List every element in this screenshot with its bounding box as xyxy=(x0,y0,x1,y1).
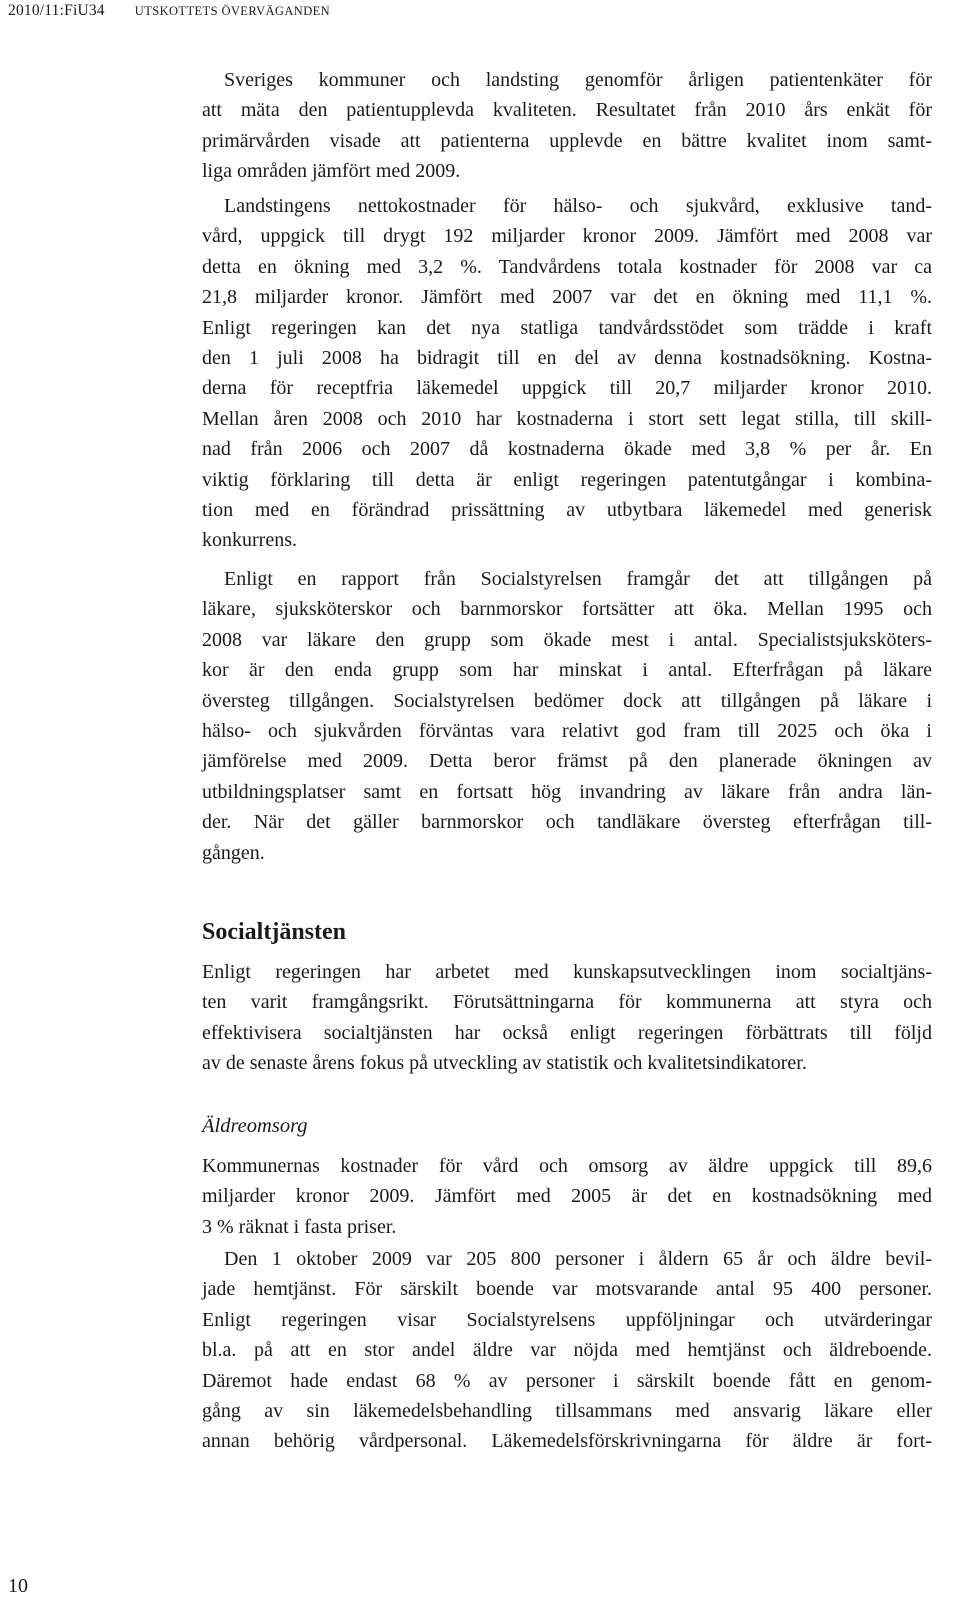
text-line: Enligt en rapport från Socialstyrelsen framgår det att tillgången på xyxy=(224,568,932,590)
text-line: Den 1 oktober 2009 var 205 800 personer i åldern 65 år och äldre bevil- xyxy=(224,1248,932,1270)
document-id: 2010/11:FiU34 xyxy=(8,2,105,19)
text-line: derna för receptfria läkemedel uppgick till 20,7 miljarder kronor 2010. xyxy=(202,377,932,400)
text-line: översteg tillgången. Socialstyrelsen bedömer dock att tillgången på läkare i xyxy=(202,689,932,712)
text-line: bl.a. på att en stor andel äldre var nöjda med hemtjänst och äldreboende. xyxy=(202,1339,932,1362)
text-line: Kommunernas kostnader för vård och omsorg av äldre uppgick till 89,6 xyxy=(202,1155,932,1177)
text-line: vård, uppgick till drygt 192 miljarder kronor 2009. Jämfört med 2008 var xyxy=(202,225,932,248)
text-line: kor är den enda grupp som har minskat i antal. Efterfrågan på läkare xyxy=(202,659,932,682)
text-line: miljarder kronor 2009. Jämfört med 2005 är det en kostnadsökning med xyxy=(202,1185,932,1208)
text-line: tion med en förändrad prissättning av utbytbara läkemedel med generisk xyxy=(202,498,932,521)
text-line: Enligt regeringen visar Socialstyrelsens uppföljningar och utvärderingar xyxy=(202,1308,932,1331)
text-line: der. När det gäller barnmorskor och tandläkare översteg efterfrågan till- xyxy=(202,811,932,834)
text-line: Landstingens nettokostnader för hälso- och sjukvård, exklusive tand- xyxy=(224,195,932,217)
text-line: den 1 juli 2008 ha bidragit till en del av denna kostnadsökning. Kostna- xyxy=(202,346,932,369)
text-line: effektivisera socialtjänsten har också enligt regeringen förbättrats till följd xyxy=(202,1021,932,1044)
text-line: utbildningsplatser samt en fortsatt hög invandring av läkare från andra län- xyxy=(202,780,932,803)
text-line: jämförelse med 2009. Detta beror främst på den planerade ökningen av xyxy=(202,750,932,773)
text-line: jade hemtjänst. För särskilt boende var motsvarande antal 95 400 personer. xyxy=(202,1278,932,1301)
text-line: Enligt regeringen har arbetet med kunskapsutvecklingen inom socialtjäns- xyxy=(202,961,932,983)
section-title: UTSKOTTETS ÖVERVÄGANDEN xyxy=(134,4,331,18)
text-line: hälso- och sjukvården förväntas vara relativt god fram till 2025 och öka i xyxy=(202,719,932,742)
text-line: att mäta den patientupplevda kvaliteten. Resultatet från 2010 års enkät för xyxy=(202,99,932,122)
text-line: Enligt regeringen kan det nya statliga tandvårdsstödet som trädde i kraft xyxy=(202,316,932,339)
text-line: nad från 2006 och 2007 då kostnaderna ökade med 3,8 % per år. En xyxy=(202,438,932,461)
text-line: av de senaste årens fokus på utveckling av statistik och kvalitetsindikatorer. xyxy=(202,1052,807,1075)
paragraph-3 xyxy=(202,564,932,868)
running-head xyxy=(8,2,330,20)
text-line: ten varit framgångsrikt. Förutsättningarna för kommunerna att styra och xyxy=(202,991,932,1014)
text-line: Sveriges kommuner och landsting genomför årligen patientenkäter för xyxy=(224,69,932,91)
text-line: liga områden jämfört med 2009. xyxy=(202,160,461,183)
text-line: gången. xyxy=(202,841,265,864)
text-line: läkare, sjuksköterskor och barnmorskor fortsätter att öka. Mellan 1995 och xyxy=(202,598,932,621)
section-heading: Socialtjänsten xyxy=(202,919,346,945)
paragraph-2 xyxy=(202,191,932,556)
text-line: 3 % räknat i fasta priser. xyxy=(202,1215,397,1238)
page-number: 10 xyxy=(8,1575,28,1597)
text-line: gång av sin läkemedelsbehandling tillsammans med ansvarig läkare eller xyxy=(202,1399,932,1422)
text-line: viktig förklaring till detta är enligt regeringen patentutgångar i kombina- xyxy=(202,468,932,491)
subsection-heading: Äldreomsorg xyxy=(202,1115,308,1137)
paragraph-6 xyxy=(202,1244,932,1457)
paragraph-4 xyxy=(202,957,932,1079)
text-line: detta en ökning med 3,2 %. Tandvårdens totala kostnader för 2008 var ca xyxy=(202,255,932,278)
text-line: Däremot hade endast 68 % av personer i särskilt boende fått en genom- xyxy=(202,1369,932,1392)
text-line: annan behörig vårdpersonal. Läkemedelsförskrivningarna för äldre är fort- xyxy=(202,1430,932,1453)
text-line: Mellan åren 2008 och 2010 har kostnaderna i stort sett legat stilla, till skill- xyxy=(202,407,932,430)
text-line: 2008 var läkare den grupp som ökade mest i antal. Specialistsjuksköters- xyxy=(202,628,932,651)
paragraph-5 xyxy=(202,1151,932,1242)
text-line: primärvården visade att patienterna upplevde en bättre kvalitet inom samt- xyxy=(202,129,932,152)
text-line: konkurrens. xyxy=(202,529,297,552)
text-line: 21,8 miljarder kronor. Jämfört med 2007 var det en ökning med 11,1 %. xyxy=(202,286,932,309)
paragraph-1 xyxy=(202,65,932,187)
